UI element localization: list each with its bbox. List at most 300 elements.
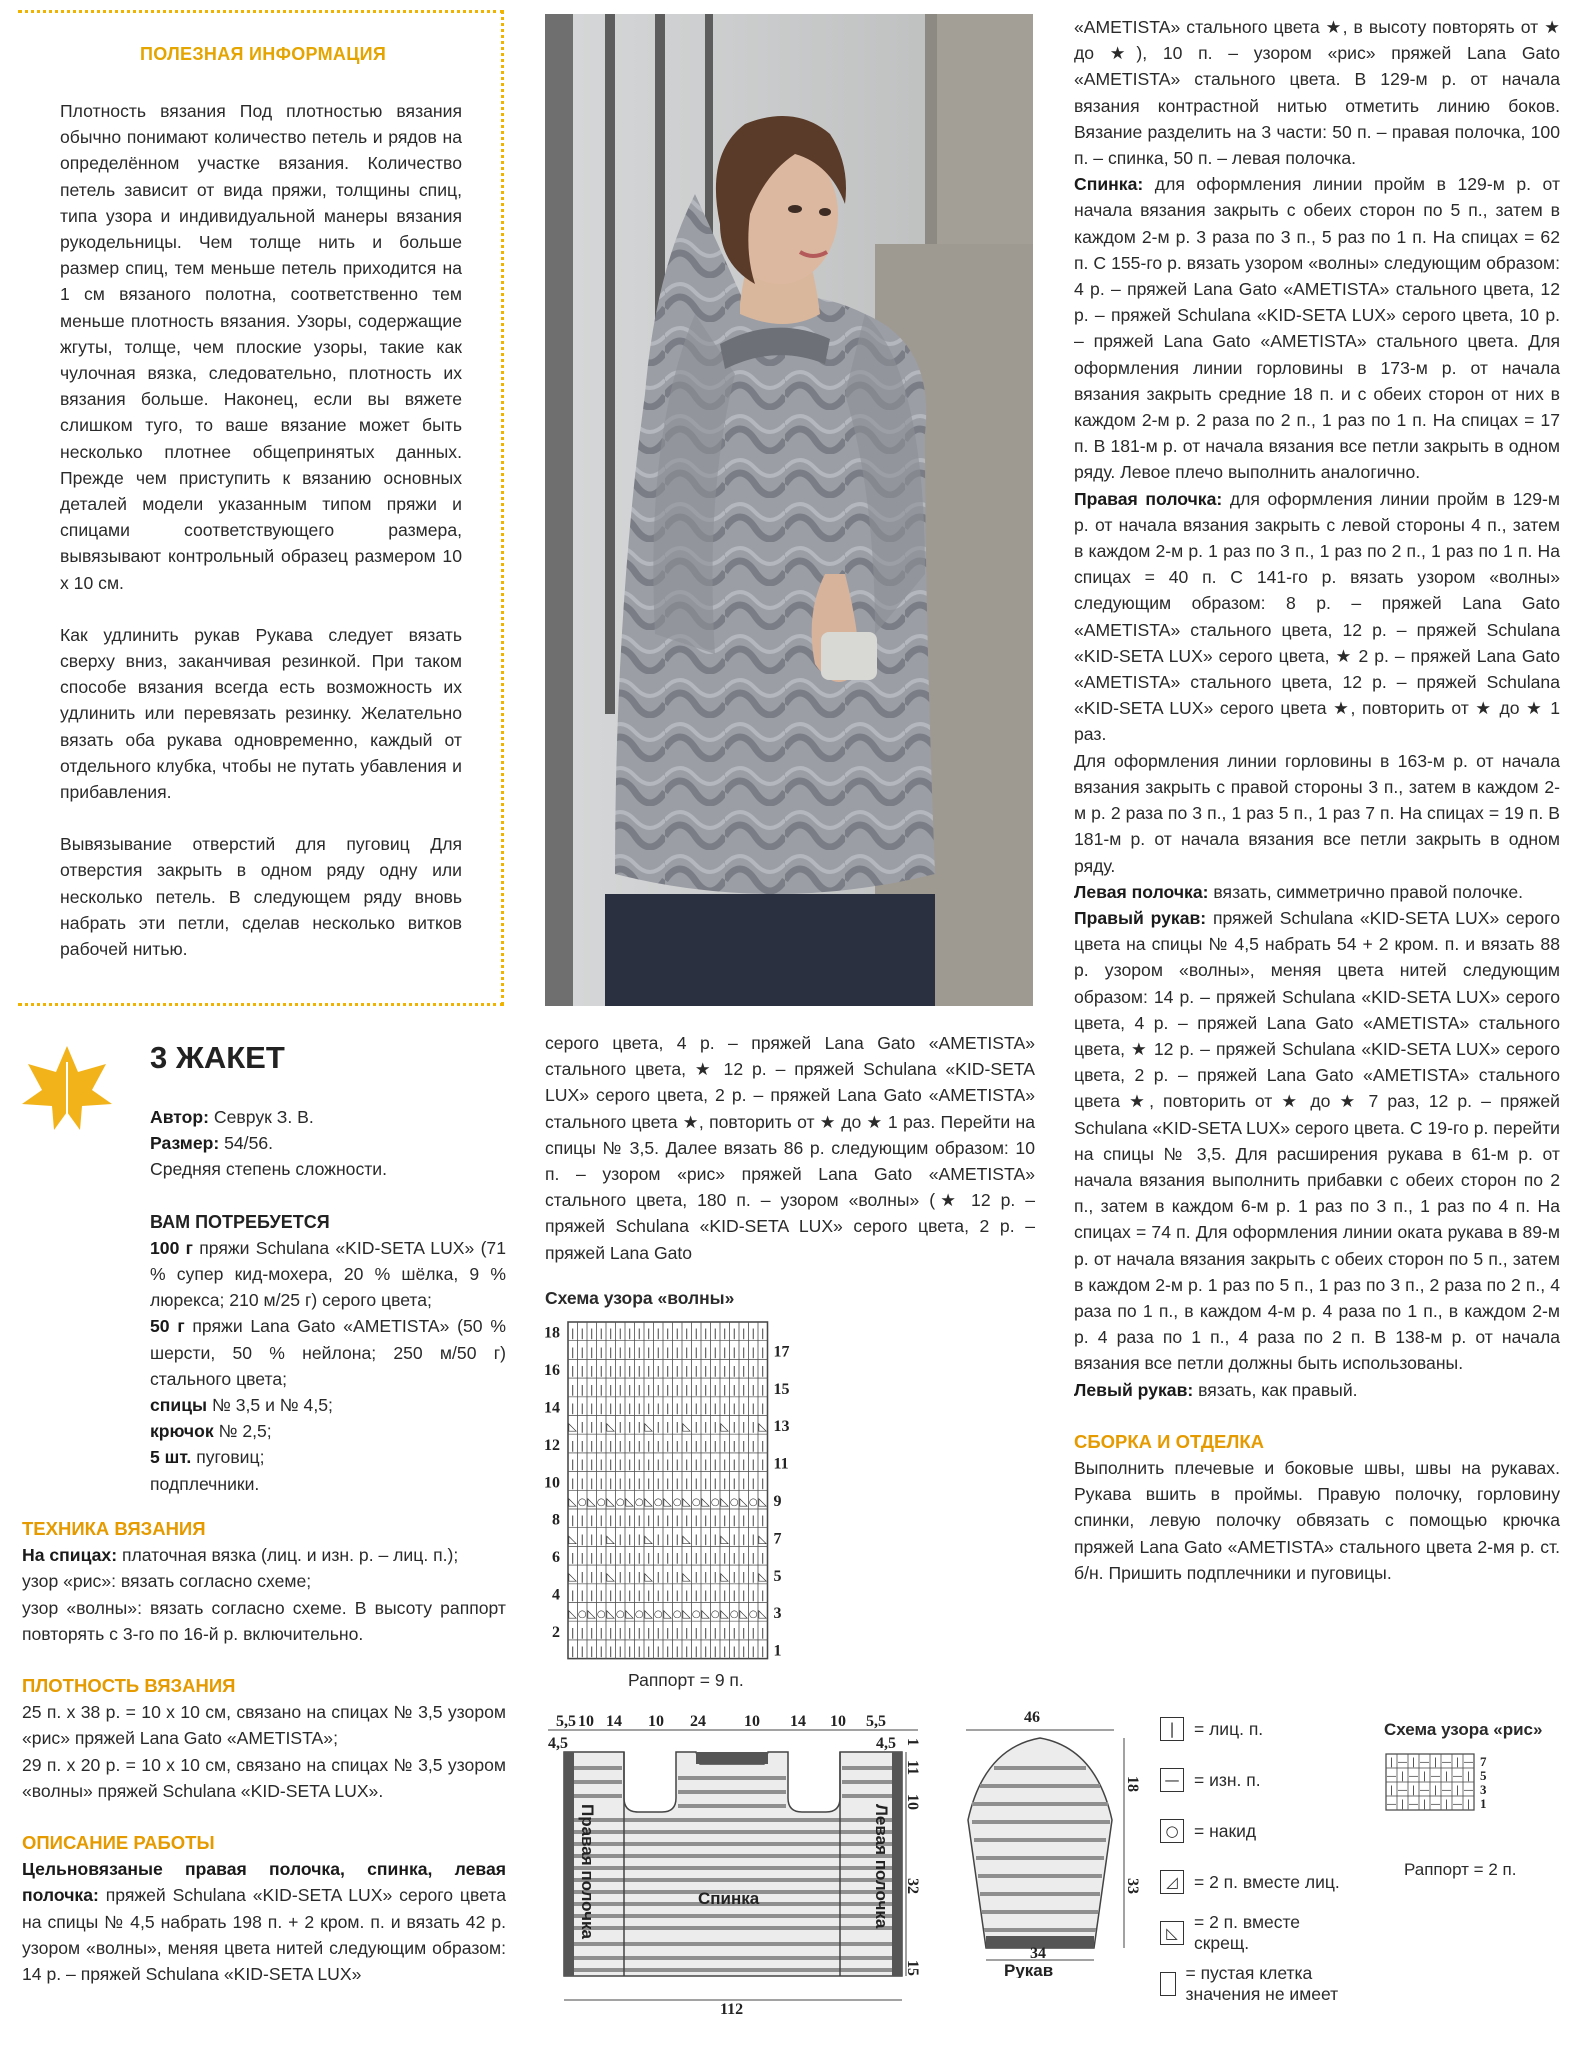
waves-symbol: | [608, 1438, 613, 1452]
waves-symbol: | [694, 1532, 699, 1546]
legend-item [1160, 1716, 1360, 1742]
waves-symbol: | [618, 1401, 623, 1415]
middle-text: серого цвета, 4 р. – пряжей Lana Gato «AMETISTA» стального цвета, ★ 12 р. – пряжей Schulana «KID-SETA LUX» серого цвета, 2 р. – пряжей Lana Gato «AMETISTA» стального цвета ★, повторить от ★ до ★ 1 раз. Перейти на спицы № 3,5. Далее вязать 86 р. следующим образом: 10 п. – узором «рис» пряжей Lana Gato «AMETISTA» стального цвета, 180 п. – узором «волны» (★ 12 р. – пряжей Schulana «KID-SETA LUX» серого цвета, 2 р. – пряжей Lana Gato [545, 1033, 1035, 1263]
waves-symbol: | [589, 1625, 594, 1639]
schematic-top-dim: 10 [744, 1713, 760, 1730]
waves-symbol: | [665, 1420, 670, 1434]
rice-symbol: | [1466, 1771, 1471, 1782]
needles-label: спицы [150, 1395, 208, 1416]
waves-symbol: | [580, 1513, 585, 1527]
waves-symbol: ◺ [644, 1607, 653, 1621]
waves-symbol: | [618, 1364, 623, 1378]
rice-symbol: | [1411, 1757, 1416, 1768]
waves-symbol: | [646, 1457, 651, 1471]
waves-symbol: | [665, 1345, 670, 1359]
waves-symbol: | [646, 1588, 651, 1602]
waves-row-number: 8 [552, 1511, 560, 1529]
yarn2-desc: пряжи Lana Gato «AMETISTA» (50 % шерсти, 50 % нейлона; 250 м/50 г) стального цвета; [150, 1316, 506, 1389]
waves-symbol: | [684, 1588, 689, 1602]
left-front-text: вязать, симметрично правой полочке. [1213, 881, 1524, 902]
waves-symbol: ◺ [758, 1607, 767, 1621]
hook-value: № 2,5; [218, 1421, 272, 1442]
waves-symbol: | [627, 1401, 632, 1415]
waves-symbol: | [665, 1438, 670, 1452]
waves-symbol: | [599, 1438, 604, 1452]
waves-symbol: | [637, 1420, 642, 1434]
waves-symbol: | [665, 1551, 670, 1565]
body-schematic [548, 1708, 928, 2014]
waves-symbol: | [703, 1551, 708, 1565]
waves-symbol: | [656, 1569, 661, 1583]
waves-symbol: | [580, 1364, 585, 1378]
info-title: ПОЛЕЗНАЯ ИНФОРМАЦИЯ [140, 44, 387, 64]
waves-symbol: | [694, 1476, 699, 1490]
waves-symbol: | [732, 1476, 737, 1490]
waves-symbol: | [684, 1326, 689, 1340]
waves-symbol: | [694, 1551, 699, 1565]
waves-symbol: | [589, 1401, 594, 1415]
waves-symbol: | [570, 1625, 575, 1639]
waves-symbol: | [694, 1457, 699, 1471]
waves-symbol: | [741, 1420, 746, 1434]
waves-symbol: | [751, 1588, 756, 1602]
waves-symbol: | [760, 1588, 765, 1602]
technique-section [22, 1516, 506, 1987]
waves-symbol: | [732, 1532, 737, 1546]
legend-item [1160, 1869, 1360, 1895]
waves-row-number: 5 [773, 1567, 782, 1585]
buttons-label: 5 шт. [150, 1447, 192, 1468]
waves-symbol: | [703, 1625, 708, 1639]
waves-symbol: ◺ [720, 1569, 729, 1583]
waves-symbol: | [675, 1326, 680, 1340]
waves-symbol: | [599, 1551, 604, 1565]
rice-row-number: 1 [1480, 1796, 1487, 1811]
waves-symbol: | [618, 1345, 623, 1359]
waves-symbol: | [637, 1644, 642, 1658]
waves-symbol: | [570, 1476, 575, 1490]
waves-symbol: | [599, 1588, 604, 1602]
waves-symbol: | [751, 1476, 756, 1490]
waves-symbol: | [732, 1401, 737, 1415]
waves-chart [532, 1318, 862, 1670]
info-text [60, 98, 462, 962]
waves-symbol: | [656, 1644, 661, 1658]
rice-chart [1384, 1752, 1514, 1822]
waves-symbol: | [618, 1438, 623, 1452]
legend-text: = пустая клетка значения не имеет [1185, 1963, 1339, 2004]
rice-symbol: | [1433, 1757, 1438, 1768]
waves-symbol: ◺ [587, 1495, 596, 1508]
rice-symbol: | [1422, 1771, 1427, 1782]
waves-symbol: ◺ [663, 1607, 672, 1621]
yarn1-amount: 100 г [150, 1237, 193, 1258]
schematic-right-front-label: Правая полочка [578, 1804, 597, 1939]
left-sleeve-text: вязать, как правый. [1198, 1379, 1358, 1400]
waves-rapport: Раппорт = 9 п. [628, 1670, 744, 1690]
waves-symbol: | [694, 1382, 699, 1396]
waves-symbol: | [637, 1364, 642, 1378]
waves-symbol: | [703, 1382, 708, 1396]
waves-symbol: | [589, 1532, 594, 1546]
waves-symbol: | [627, 1532, 632, 1546]
waves-row-number: 2 [552, 1623, 560, 1641]
info-para-sleeve: Как удлинить рукав Рукава следует вязать сверху вниз, заканчивая резинкой. При таком способе вязания всегда есть возможность их удлинить или перевязать резинку. Желательно вязать оба рукава одновременно, каждый от отдельного клубка, чтобы не путать убавления и прибавления. [60, 624, 462, 803]
waves-row-number: 11 [773, 1455, 789, 1473]
waves-symbol: | [608, 1551, 613, 1565]
rice-symbol: — [1430, 1799, 1441, 1810]
rice-row-number: 7 [1480, 1754, 1487, 1769]
waves-symbol: | [675, 1364, 680, 1378]
waves-symbol: | [675, 1532, 680, 1546]
waves-symbol: ◺ [720, 1607, 729, 1621]
waves-symbol: | [713, 1382, 718, 1396]
waves-row-number: 7 [773, 1530, 782, 1548]
waves-symbol: | [570, 1345, 575, 1359]
waves-symbol: ○ [729, 1609, 739, 1621]
size-value: 54/56. [224, 1133, 274, 1154]
right-front-text: для оформления линии пройм в 129-м р. от начала вязания закрыть с левой стороны 4 п., затем в каждом 2-м р. 1 раз по 3 п., 1 раз по 2 п., 1 раз по 1 п. На спицах = 40 п. С 141-го р. вязать узором «волны» следующим образом: 8 р. – пряжей Lana Gato «AMETISTA» стального цвета, 12 р. – пряжей Schulana «KID-SETA LUX» серого цвета, ★ 2 р. – пряжей Lana Gato «AMETISTA» стального цвета, 12 р. – пряжей Schulana «KID-SETA LUX» серого цвета ★, повторить от ★ до ★ 1 раз. [1074, 488, 1561, 745]
waves-symbol: | [760, 1438, 765, 1452]
waves-symbol: | [722, 1382, 727, 1396]
legend-symbol: — [1160, 1768, 1184, 1792]
legend-text: = 2 п. вместе лиц. [1194, 1871, 1340, 1892]
waves-symbol: | [722, 1644, 727, 1658]
waves-symbol: ◺ [682, 1569, 691, 1583]
waves-symbol: ◺ [663, 1495, 672, 1508]
density-title: ПЛОТНОСТЬ ВЯЗАНИЯ [22, 1675, 236, 1697]
waves-symbol: | [618, 1513, 623, 1527]
back-label: Спинка: [1074, 174, 1144, 195]
schematic-right-dim: 1 [904, 1738, 921, 1746]
schematic-bottom-width: 112 [720, 2001, 744, 2014]
waves-symbol: | [722, 1625, 727, 1639]
article-meta [150, 1104, 506, 1497]
waves-symbol: | [656, 1420, 661, 1434]
waves-symbol: | [741, 1438, 746, 1452]
legend-text: = 2 п. вместе скрещ. [1194, 1912, 1301, 1953]
waves-symbol: | [580, 1476, 585, 1490]
waves-symbol: | [627, 1364, 632, 1378]
waves-symbol: | [589, 1382, 594, 1396]
waves-symbol: ◺ [587, 1607, 596, 1621]
legend-text: = накид [1194, 1820, 1257, 1841]
waves-symbol: | [637, 1438, 642, 1452]
waves-symbol: | [627, 1420, 632, 1434]
waves-symbol: | [656, 1625, 661, 1639]
waves-symbol: | [618, 1551, 623, 1565]
waves-symbol: ◺ [701, 1495, 710, 1508]
waves-symbol: | [589, 1420, 594, 1434]
shoulder-pads: подплечники. [150, 1473, 260, 1494]
waves-row-number: 15 [773, 1380, 790, 1398]
legend-symbol: ○ [1160, 1819, 1184, 1843]
waves-symbol: | [656, 1364, 661, 1378]
waves-symbol: | [637, 1551, 642, 1565]
waves-symbol: | [751, 1420, 756, 1434]
rice-symbol: | [1400, 1799, 1405, 1810]
waves-symbol: ○ [634, 1497, 644, 1508]
body-shape [564, 1752, 902, 1976]
waves-symbol: | [637, 1588, 642, 1602]
legend-text: = лиц. п. [1194, 1718, 1264, 1739]
waves-symbol: ◺ [568, 1607, 577, 1621]
waves-symbol: | [675, 1569, 680, 1583]
waves-symbol: | [751, 1382, 756, 1396]
waves-symbol: | [760, 1551, 765, 1565]
waves-symbol: ◺ [701, 1607, 710, 1621]
waves-symbol: | [703, 1401, 708, 1415]
waves-symbol: | [713, 1326, 718, 1340]
waves-symbol: | [570, 1551, 575, 1565]
waves-symbol: | [722, 1438, 727, 1452]
waves-symbol: | [608, 1588, 613, 1602]
density2-text: 29 п. х 20 р. = 10 х 10 см, связано на спицах № 3,5 узором «волны» пряжей Schulana «KID-SETA LUX». [22, 1754, 506, 1801]
waves-symbol: ○ [596, 1609, 606, 1621]
waves-symbol: | [580, 1401, 585, 1415]
waves-symbol: | [703, 1532, 708, 1546]
waves-symbol: | [570, 1457, 575, 1471]
waves-symbol: | [732, 1438, 737, 1452]
waves-symbol: | [589, 1457, 594, 1471]
waves-symbol: | [760, 1457, 765, 1471]
waves-symbol: | [751, 1569, 756, 1583]
rice-row-numbers [1480, 1754, 1487, 1811]
rice-symbol: — [1452, 1799, 1463, 1810]
waves-symbol: | [722, 1345, 727, 1359]
waves-symbol: | [741, 1644, 746, 1658]
waves-symbol: ○ [672, 1609, 682, 1621]
waves-symbol: | [751, 1457, 756, 1471]
waves-symbol: | [627, 1551, 632, 1565]
waves-symbol: | [760, 1382, 765, 1396]
waves-symbol: | [599, 1625, 604, 1639]
waves-symbol: | [570, 1401, 575, 1415]
waves-symbol: | [732, 1382, 737, 1396]
waves-symbol: | [570, 1588, 575, 1602]
waves-symbol: | [694, 1644, 699, 1658]
waves-symbol: | [599, 1457, 604, 1471]
waves-symbol: | [760, 1513, 765, 1527]
waves-symbol: | [599, 1382, 604, 1396]
waves-symbol: | [732, 1551, 737, 1565]
waves-symbol: | [665, 1457, 670, 1471]
waves-chart-title: Схема узора «волны» [545, 1288, 735, 1308]
waves-symbol: | [665, 1513, 670, 1527]
waves-symbol: | [760, 1625, 765, 1639]
tech1-text: платочная вязка (лиц. и изн. р. – лиц. п.); [121, 1545, 459, 1566]
waves-symbol: | [732, 1513, 737, 1527]
sleeve-label: Рукав [1004, 1961, 1054, 1978]
waves-symbol: | [599, 1513, 604, 1527]
waves-symbol: | [627, 1326, 632, 1340]
waves-symbol: | [732, 1625, 737, 1639]
waves-symbol: | [760, 1644, 765, 1658]
waves-symbol: | [589, 1345, 594, 1359]
waves-symbol: | [627, 1476, 632, 1490]
waves-symbol: | [703, 1326, 708, 1340]
waves-symbol: ○ [615, 1497, 625, 1508]
work-title: ОПИСАНИЕ РАБОТЫ [22, 1832, 215, 1854]
waves-symbol: | [599, 1532, 604, 1546]
waves-symbol: | [599, 1345, 604, 1359]
waves-symbol: | [741, 1326, 746, 1340]
waves-symbol: | [684, 1364, 689, 1378]
waves-symbol: ○ [634, 1609, 644, 1621]
waves-symbol: | [713, 1420, 718, 1434]
waves-symbol: | [656, 1382, 661, 1396]
waves-symbol: | [684, 1513, 689, 1527]
waves-symbol: | [694, 1588, 699, 1602]
sleeve-top-dim: 46 [1024, 1709, 1040, 1726]
waves-symbol: | [713, 1625, 718, 1639]
rice-chart-title: Схема узора «рис» [1384, 1720, 1543, 1739]
waves-symbol: ◺ [758, 1569, 767, 1583]
rice-symbol: | [1455, 1757, 1460, 1768]
legend-item [1160, 1963, 1360, 2004]
assembly-text: Выполнить плечевые и боковые швы, швы на рукавах. Рукава вшить в проймы. Правую полочку, горловину спинки, левую полочку обвязать с помощью крючка пряжей Lana Gato «AMETISTA» стального цвета 2-мя р. ст. б/н. Пришить подплечники и пуговицы. [1074, 1457, 1560, 1583]
difficulty: Средняя степень сложности. [150, 1159, 388, 1180]
right-front-label: Правая полочка: [1074, 488, 1223, 509]
author-label: Автор: [150, 1107, 210, 1127]
waves-symbol: | [741, 1364, 746, 1378]
waves-symbol: | [665, 1532, 670, 1546]
waves-symbol: | [580, 1382, 585, 1396]
waves-symbol: ◺ [606, 1607, 615, 1621]
waves-symbol: | [580, 1551, 585, 1565]
waves-symbol: | [656, 1401, 661, 1415]
waves-symbol: | [608, 1457, 613, 1471]
waves-symbol: | [618, 1382, 623, 1396]
waves-row-number: 1 [773, 1642, 782, 1660]
model-photo [545, 14, 1033, 1006]
waves-symbol: | [646, 1401, 651, 1415]
waves-symbol: | [656, 1588, 661, 1602]
waves-symbol: | [627, 1625, 632, 1639]
waves-symbol: | [618, 1420, 623, 1434]
back-text: для оформления линии пройм в 129-м р. от начала вязания закрыть с обеих сторон по 5 п., затем в каждом 2-м р. 3 раза по 3 п., 5 раз по 1 п. На спицах = 62 п. С 155-го р. вязать узором «волны» следующим образом: 4 р. – пряжей Lana Gato «AMETISTA» стального цвета, 12 р. – пряжей Schulana «KID-SETA LUX» серого цвета, 10 р. – пряжей Lana Gato «AMETISTA» стального цвета. Для оформления линии горловины в 173-м р. от начала вязания закрыть средние 18 п. и с обеих сторон от них в каждом 2-м р. 2 раза по 2 п., 1 раз по 1 п. На спицах = 17 п. В 181-м р. от начала вязания все петли закрыть в одном ряду. Левое плечо выполнить аналогично. [1074, 174, 1561, 483]
legend-symbol: ◺ [1160, 1921, 1184, 1945]
waves-symbol: | [713, 1588, 718, 1602]
schematic-top-dim: 10 [578, 1713, 594, 1730]
waves-symbol: | [741, 1569, 746, 1583]
waves-symbol: | [760, 1476, 765, 1490]
waves-symbol: | [665, 1588, 670, 1602]
rice-symbol: | [1411, 1785, 1416, 1796]
waves-symbol: | [703, 1569, 708, 1583]
schematic-left-front-label: Левая полочка [872, 1804, 891, 1929]
waves-left-row-numbers [544, 1325, 560, 1641]
hook-label: крючок [150, 1421, 214, 1442]
work-text: пряжей Schulana «KID-SETA LUX» серого цвета на спицы № 4,5 набрать 198 п. + 2 кром. п. и вязать 42 р. узором «волны», меняя цвета нитей следующим образом: 14 р. – пряжей Schulana «KID-SETA LUX» [22, 1885, 506, 1985]
waves-symbol: | [675, 1457, 680, 1471]
tech1-label: На спицах: [22, 1545, 118, 1566]
rice-symbol: | [1466, 1799, 1471, 1810]
waves-symbol: | [646, 1382, 651, 1396]
legend-text: = изн. п. [1194, 1769, 1261, 1790]
schematic-top-dimensions [556, 1713, 886, 1730]
waves-symbol: ○ [596, 1497, 606, 1508]
waves-symbol: | [646, 1513, 651, 1527]
waves-symbol: | [637, 1401, 642, 1415]
waves-symbol: | [618, 1326, 623, 1340]
waves-symbol: | [675, 1588, 680, 1602]
rice-symbol: — [1441, 1757, 1452, 1768]
waves-symbol: | [599, 1326, 604, 1340]
waves-symbol: | [656, 1457, 661, 1471]
info-para-buttonholes: Вывязывание отверстий для пуговиц Для отверстия закрыть в одном ряду одну или несколько петель. В следующем ряду вновь набрать эти петли, сделав несколько витков рабочей нитью. [60, 834, 462, 960]
waves-symbol: ◺ [568, 1495, 577, 1508]
waves-symbol: | [570, 1364, 575, 1378]
rice-symbol: | [1400, 1771, 1405, 1782]
waves-symbol: | [599, 1569, 604, 1583]
waves-symbol: | [656, 1476, 661, 1490]
waves-symbol: ◺ [682, 1607, 691, 1621]
waves-symbol: | [713, 1513, 718, 1527]
rice-symbol: — [1408, 1771, 1419, 1782]
schematic-top-dim: 24 [690, 1713, 706, 1730]
schematic-top-dim: 14 [606, 1713, 622, 1730]
waves-symbol: | [713, 1644, 718, 1658]
waves-symbol: ○ [691, 1609, 701, 1621]
waves-symbol: | [675, 1625, 680, 1639]
waves-symbol: | [608, 1513, 613, 1527]
waves-symbol: | [684, 1438, 689, 1452]
waves-symbol: | [694, 1625, 699, 1639]
waves-symbol: | [741, 1532, 746, 1546]
waves-row-number: 9 [773, 1493, 782, 1510]
density1-text: 25 п. х 38 р. = 10 х 10 см, связано на спицах № 3,5 узором «рис» пряжей Lana Gato «AMETISTA»; [22, 1702, 506, 1749]
waves-symbol: ○ [653, 1609, 663, 1621]
rice-row-number: 5 [1480, 1768, 1487, 1783]
waves-symbol: | [599, 1401, 604, 1415]
yarn2-amount: 50 г [150, 1316, 185, 1337]
legend-item [1160, 1818, 1360, 1844]
waves-symbol: | [646, 1345, 651, 1359]
waves-symbol: ◺ [720, 1532, 729, 1546]
waves-symbol: ◺ [606, 1532, 615, 1546]
waves-symbol: | [580, 1588, 585, 1602]
waves-row-number: 17 [773, 1343, 790, 1361]
waves-symbol: ◺ [568, 1532, 577, 1546]
waves-symbol: | [589, 1513, 594, 1527]
waves-row-number: 12 [544, 1436, 560, 1454]
rice-symbol: | [1389, 1785, 1394, 1796]
waves-symbol: | [608, 1644, 613, 1658]
waves-symbol: ◺ [606, 1569, 615, 1583]
waves-symbol: | [694, 1569, 699, 1583]
schematic-right-dim: 4,5 [876, 1735, 896, 1752]
waves-symbol: | [570, 1513, 575, 1527]
waves-symbol: | [732, 1457, 737, 1471]
waves-symbol: ○ [748, 1609, 758, 1621]
waves-symbol: | [722, 1551, 727, 1565]
waves-symbol: | [684, 1345, 689, 1359]
waves-symbol: | [713, 1569, 718, 1583]
waves-symbol: | [627, 1513, 632, 1527]
waves-symbol: | [627, 1644, 632, 1658]
waves-symbol: | [751, 1364, 756, 1378]
legend-symbol [1160, 1972, 1176, 1996]
waves-symbol: | [656, 1326, 661, 1340]
waves-symbol: | [589, 1438, 594, 1452]
waves-row-number: 18 [544, 1324, 560, 1342]
waves-symbol: ○ [653, 1497, 663, 1508]
waves-symbol: ○ [615, 1609, 625, 1621]
waves-symbol: | [589, 1476, 594, 1490]
waves-symbol: | [703, 1513, 708, 1527]
waves-symbol: | [703, 1420, 708, 1434]
